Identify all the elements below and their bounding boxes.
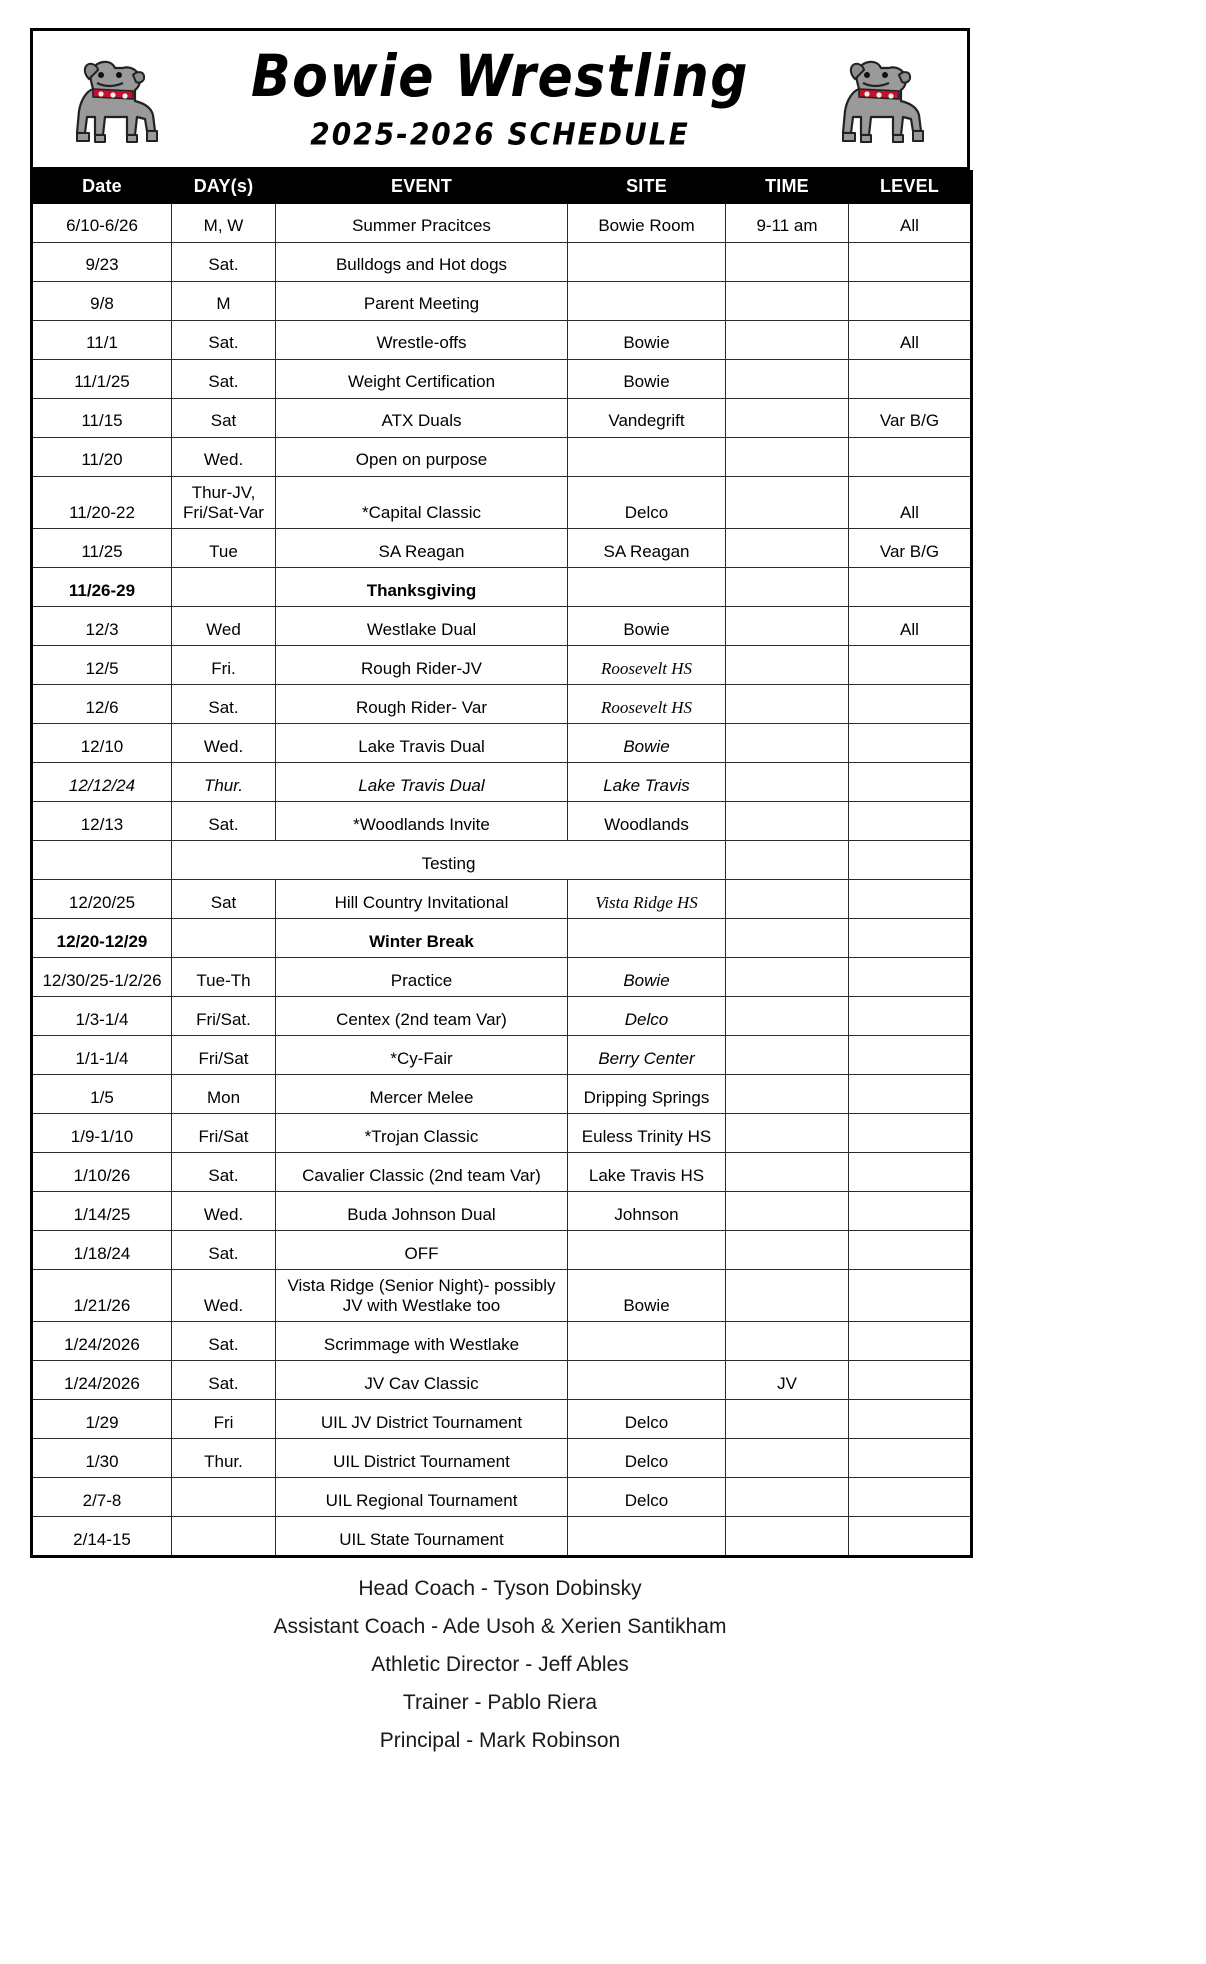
page-title: Bowie Wrestling (250, 43, 749, 112)
table-row (32, 1075, 972, 1114)
cell-date: 1/14/25 (32, 1192, 172, 1231)
cell-level (849, 724, 972, 763)
cell-level (849, 1231, 972, 1270)
cell-site: Bowie (568, 958, 726, 997)
cell-date: 11/20 (32, 438, 172, 477)
cell-site: Bowie (568, 607, 726, 646)
cell-event: Buda Johnson Dual (276, 1192, 568, 1231)
table-row (32, 802, 972, 841)
table-row (32, 438, 972, 477)
cell-day: Sat. (172, 360, 276, 399)
cell-site: Vista Ridge HS (568, 880, 726, 919)
cell-date: 1/29 (32, 1400, 172, 1439)
cell-day: Sat. (172, 685, 276, 724)
cell-time (726, 243, 849, 282)
cell-site (568, 438, 726, 477)
cell-date: 12/5 (32, 646, 172, 685)
cell-day (172, 1517, 276, 1557)
cell-site (568, 1517, 726, 1557)
title-banner (30, 28, 970, 170)
table-row (32, 1322, 972, 1361)
cell-day (172, 919, 276, 958)
staff-principal: Principal - Mark Robinson (379, 1729, 621, 1753)
cell-day: Sat. (172, 802, 276, 841)
table-row (32, 1361, 972, 1400)
cell-time (726, 646, 849, 685)
cell-day: Sat (172, 399, 276, 438)
cell-site: Lake Travis (568, 763, 726, 802)
cell-date: 2/14-15 (32, 1517, 172, 1557)
cell-time (726, 607, 849, 646)
cell-event: UIL JV District Tournament (276, 1400, 568, 1439)
cell-level (849, 997, 972, 1036)
cell-level (849, 1322, 972, 1361)
cell-level (849, 1439, 972, 1478)
table-row (32, 607, 972, 646)
cell-time (726, 1192, 849, 1231)
cell-site (568, 1322, 726, 1361)
cell-event: *Woodlands Invite (276, 802, 568, 841)
cell-time (726, 802, 849, 841)
cell-event: Rough Rider-JV (276, 646, 568, 685)
table-row (32, 529, 972, 568)
column-header-site: SITE (568, 171, 726, 204)
cell-event: JV Cav Classic (276, 1361, 568, 1400)
cell-day: Wed. (172, 438, 276, 477)
cell-date: 1/5 (32, 1075, 172, 1114)
cell-day: Fri/Sat (172, 1036, 276, 1075)
cell-date: 1/18/24 (32, 1231, 172, 1270)
cell-site (568, 568, 726, 607)
cell-level (849, 1036, 972, 1075)
table-header-row (32, 171, 972, 204)
cell-date: 9/23 (32, 243, 172, 282)
cell-level (849, 243, 972, 282)
cell-event: Testing (172, 841, 726, 880)
cell-time (726, 685, 849, 724)
schedule-sheet (30, 28, 970, 1760)
table-row (32, 568, 972, 607)
cell-level: All (849, 321, 972, 360)
cell-event: Bulldogs and Hot dogs (276, 243, 568, 282)
cell-level: Var B/G (849, 529, 972, 568)
cell-time (726, 321, 849, 360)
column-header-days: DAY(s) (172, 171, 276, 204)
cell-site: Delco (568, 477, 726, 529)
cell-date (32, 841, 172, 880)
table-row (32, 1153, 972, 1192)
cell-level: All (849, 477, 972, 529)
cell-level (849, 1400, 972, 1439)
cell-level (849, 646, 972, 685)
cell-date: 1/21/26 (32, 1270, 172, 1322)
cell-level (849, 438, 972, 477)
cell-site: Bowie (568, 724, 726, 763)
table-row (32, 1231, 972, 1270)
cell-event: Mercer Melee (276, 1075, 568, 1114)
cell-event: Open on purpose (276, 438, 568, 477)
cell-level (849, 1270, 972, 1322)
cell-day: M, W (172, 204, 276, 243)
table-row (32, 1439, 972, 1478)
cell-day: Sat. (172, 1153, 276, 1192)
cell-day: Thur. (172, 763, 276, 802)
cell-level (849, 282, 972, 321)
cell-level (849, 880, 972, 919)
cell-date: 12/20-12/29 (32, 919, 172, 958)
cell-site: Roosevelt HS (568, 685, 726, 724)
cell-time (726, 919, 849, 958)
table-row (32, 646, 972, 685)
cell-level (849, 685, 972, 724)
cell-site: Delco (568, 1478, 726, 1517)
cell-level (849, 1075, 972, 1114)
table-row (32, 477, 972, 529)
table-row (32, 880, 972, 919)
cell-site: Woodlands (568, 802, 726, 841)
staff-footer (30, 1570, 970, 1760)
cell-event: Parent Meeting (276, 282, 568, 321)
cell-day: Wed. (172, 1192, 276, 1231)
cell-day: Sat. (172, 1322, 276, 1361)
cell-day: Wed. (172, 724, 276, 763)
column-header-date: Date (32, 171, 172, 204)
cell-date: 11/25 (32, 529, 172, 568)
table-row (32, 958, 972, 997)
cell-event: *Cy-Fair (276, 1036, 568, 1075)
table-row (32, 321, 972, 360)
cell-event: Westlake Dual (276, 607, 568, 646)
table-row (32, 399, 972, 438)
staff-head-coach: Head Coach - Tyson Dobinsky (358, 1577, 642, 1601)
cell-date: 12/13 (32, 802, 172, 841)
cell-site: Delco (568, 1439, 726, 1478)
cell-time (726, 958, 849, 997)
cell-level (849, 1192, 972, 1231)
cell-site (568, 1361, 726, 1400)
column-header-time: TIME (726, 171, 849, 204)
cell-time (726, 477, 849, 529)
cell-level (849, 802, 972, 841)
cell-event: UIL Regional Tournament (276, 1478, 568, 1517)
table-row (32, 360, 972, 399)
cell-level (849, 1478, 972, 1517)
table-row (32, 204, 972, 243)
cell-site: Bowie (568, 360, 726, 399)
table-row (32, 1036, 972, 1075)
cell-event: Vista Ridge (Senior Night)- possibly JV with Westlake too (276, 1270, 568, 1322)
cell-time (726, 1231, 849, 1270)
cell-site (568, 282, 726, 321)
cell-date: 11/15 (32, 399, 172, 438)
cell-event: OFF (276, 1231, 568, 1270)
cell-event: Weight Certification (276, 360, 568, 399)
cell-event: Summer Pracitces (276, 204, 568, 243)
cell-level (849, 1153, 972, 1192)
cell-date: 11/20-22 (32, 477, 172, 529)
cell-event: *Capital Classic (276, 477, 568, 529)
cell-time (726, 1075, 849, 1114)
cell-site: Bowie (568, 321, 726, 360)
table-row (32, 243, 972, 282)
cell-time: JV (726, 1361, 849, 1400)
table-row (32, 282, 972, 321)
cell-level (849, 919, 972, 958)
cell-day: Tue (172, 529, 276, 568)
cell-date: 1/9-1/10 (32, 1114, 172, 1153)
cell-date: 11/1 (32, 321, 172, 360)
table-row (32, 1517, 972, 1557)
cell-level: Var B/G (849, 399, 972, 438)
cell-event: UIL District Tournament (276, 1439, 568, 1478)
cell-event: Centex (2nd team Var) (276, 997, 568, 1036)
cell-day: Sat. (172, 1231, 276, 1270)
cell-site: Bowie Room (568, 204, 726, 243)
cell-time (726, 880, 849, 919)
cell-level (849, 841, 972, 880)
staff-assistant-coach: Assistant Coach - Ade Usoh & Xerien Santikham (273, 1615, 727, 1639)
cell-time (726, 724, 849, 763)
cell-site: Berry Center (568, 1036, 726, 1075)
cell-site: Johnson (568, 1192, 726, 1231)
cell-event: Thanksgiving (276, 568, 568, 607)
table-row (32, 685, 972, 724)
cell-event: SA Reagan (276, 529, 568, 568)
table-row (32, 841, 972, 880)
cell-site: SA Reagan (568, 529, 726, 568)
cell-time (726, 1439, 849, 1478)
cell-time (726, 399, 849, 438)
cell-date: 12/10 (32, 724, 172, 763)
cell-day: Wed. (172, 1270, 276, 1322)
cell-day: Sat (172, 880, 276, 919)
table-row (32, 1478, 972, 1517)
cell-date: 1/24/2026 (32, 1322, 172, 1361)
cell-day: Fri. (172, 646, 276, 685)
cell-date: 11/1/25 (32, 360, 172, 399)
table-row (32, 1400, 972, 1439)
bulldog-logo-right (837, 49, 929, 149)
cell-event: *Trojan Classic (276, 1114, 568, 1153)
cell-event: Wrestle-offs (276, 321, 568, 360)
staff-athletic-director: Athletic Director - Jeff Ables (371, 1653, 629, 1677)
cell-day: Sat. (172, 321, 276, 360)
cell-site: Dripping Springs (568, 1075, 726, 1114)
cell-time: 9-11 am (726, 204, 849, 243)
schedule-table (30, 170, 973, 1558)
cell-time (726, 763, 849, 802)
cell-time (726, 529, 849, 568)
cell-site: Euless Trinity HS (568, 1114, 726, 1153)
table-row (32, 997, 972, 1036)
table-row (32, 724, 972, 763)
cell-date: 12/30/25-1/2/26 (32, 958, 172, 997)
cell-day (172, 1478, 276, 1517)
cell-event: Rough Rider- Var (276, 685, 568, 724)
table-row (32, 1270, 972, 1322)
cell-day: Mon (172, 1075, 276, 1114)
cell-event: Winter Break (276, 919, 568, 958)
cell-date: 1/24/2026 (32, 1361, 172, 1400)
cell-site (568, 919, 726, 958)
cell-event: Lake Travis Dual (276, 763, 568, 802)
cell-event: ATX Duals (276, 399, 568, 438)
cell-date: 1/1-1/4 (32, 1036, 172, 1075)
cell-level (849, 1361, 972, 1400)
cell-event: Hill Country Invitational (276, 880, 568, 919)
cell-date: 1/30 (32, 1439, 172, 1478)
cell-time (726, 1478, 849, 1517)
cell-site: Bowie (568, 1270, 726, 1322)
cell-date: 6/10-6/26 (32, 204, 172, 243)
cell-site: Roosevelt HS (568, 646, 726, 685)
cell-time (726, 997, 849, 1036)
cell-time (726, 568, 849, 607)
cell-level (849, 763, 972, 802)
cell-date: 1/10/26 (32, 1153, 172, 1192)
cell-day: Fri/Sat. (172, 997, 276, 1036)
cell-day: Thur. (172, 1439, 276, 1478)
cell-time (726, 282, 849, 321)
cell-time (726, 1036, 849, 1075)
cell-site: Vandegrift (568, 399, 726, 438)
table-row (32, 919, 972, 958)
cell-event: UIL State Tournament (276, 1517, 568, 1557)
cell-time (726, 841, 849, 880)
cell-level (849, 1517, 972, 1557)
cell-day: Sat. (172, 243, 276, 282)
cell-day: Wed (172, 607, 276, 646)
cell-date: 12/20/25 (32, 880, 172, 919)
cell-day: Tue-Th (172, 958, 276, 997)
cell-date: 9/8 (32, 282, 172, 321)
cell-time (726, 360, 849, 399)
cell-time (726, 1114, 849, 1153)
cell-site: Delco (568, 1400, 726, 1439)
cell-day: Thur-JV, Fri/Sat-Var (172, 477, 276, 529)
cell-level (849, 360, 972, 399)
cell-site (568, 1231, 726, 1270)
cell-level (849, 958, 972, 997)
cell-site (568, 243, 726, 282)
cell-day: Fri/Sat (172, 1114, 276, 1153)
cell-level (849, 1114, 972, 1153)
cell-site: Lake Travis HS (568, 1153, 726, 1192)
cell-day (172, 568, 276, 607)
cell-day: M (172, 282, 276, 321)
cell-level (849, 568, 972, 607)
cell-level: All (849, 607, 972, 646)
cell-time (726, 1270, 849, 1322)
cell-event: Practice (276, 958, 568, 997)
cell-time (726, 1517, 849, 1557)
cell-date: 12/6 (32, 685, 172, 724)
cell-time (726, 1322, 849, 1361)
cell-time (726, 438, 849, 477)
cell-site: Delco (568, 997, 726, 1036)
table-row (32, 1114, 972, 1153)
cell-time (726, 1400, 849, 1439)
cell-date: 12/12/24 (32, 763, 172, 802)
cell-time (726, 1153, 849, 1192)
cell-date: 2/7-8 (32, 1478, 172, 1517)
cell-date: 12/3 (32, 607, 172, 646)
cell-level: All (849, 204, 972, 243)
cell-date: 1/3-1/4 (32, 997, 172, 1036)
table-row (32, 1192, 972, 1231)
cell-day: Sat. (172, 1361, 276, 1400)
column-header-level: LEVEL (849, 171, 972, 204)
cell-day: Fri (172, 1400, 276, 1439)
cell-event: Cavalier Classic (2nd team Var) (276, 1153, 568, 1192)
page-subtitle: 2025-2026 SCHEDULE (310, 116, 690, 152)
staff-trainer: Trainer - Pablo Riera (402, 1691, 598, 1715)
table-row (32, 763, 972, 802)
column-header-event: EVENT (276, 171, 568, 204)
cell-date: 11/26-29 (32, 568, 172, 607)
cell-event: Lake Travis Dual (276, 724, 568, 763)
cell-event: Scrimmage with Westlake (276, 1322, 568, 1361)
